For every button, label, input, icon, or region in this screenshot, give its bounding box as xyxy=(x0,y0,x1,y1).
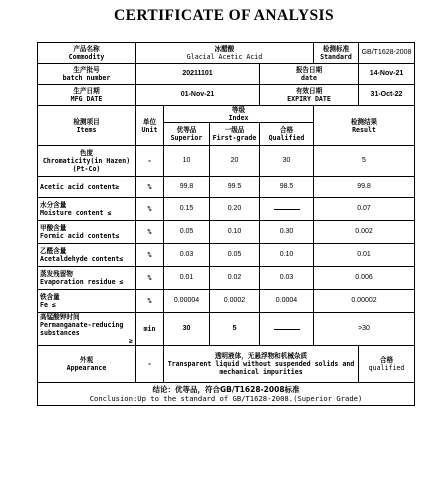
document-title: CERTIFICATE OF ANALYSIS xyxy=(114,7,334,24)
dash-line xyxy=(274,329,300,330)
batch-label: 生产批号 batch number xyxy=(38,64,136,85)
expiry-value: 31-Oct-22 xyxy=(359,85,415,106)
first-grade-header: 一级品 First-grade xyxy=(210,123,260,146)
superior-value: 0.03 xyxy=(164,244,210,267)
item-name: 蒸发残留物 Evaporation residue ≤ xyxy=(38,267,136,290)
table-row xyxy=(38,177,415,198)
item-unit: % xyxy=(136,177,164,198)
result-header: 检测结果 Result xyxy=(314,106,415,146)
result-value: 99.8 xyxy=(314,177,415,198)
table-row xyxy=(38,313,415,346)
superior-value: 30 xyxy=(164,313,210,346)
first-grade-value: 5 xyxy=(210,313,260,346)
first-grade-value: 0.02 xyxy=(210,267,260,290)
table-row xyxy=(38,198,415,221)
qualified-value: 0.30 xyxy=(260,221,314,244)
table-row xyxy=(38,146,415,177)
qualified-value: 98.5 xyxy=(260,177,314,198)
superior-value: 0.00004 xyxy=(164,290,210,313)
first-grade-value: 20 xyxy=(210,146,260,177)
mfg-row xyxy=(38,85,415,106)
superior-value: 0.15 xyxy=(164,198,210,221)
qualified-header: 合格 Qualified xyxy=(260,123,314,146)
expiry-label: 有效日期 EXPIRY DATE xyxy=(260,85,359,106)
mfg-value: 01-Nov-21 xyxy=(136,85,260,106)
qualified-value-dash xyxy=(260,313,314,346)
mfg-label: 生产日期 MFG DATE xyxy=(38,85,136,106)
commodity-value: 冰醋酸 Glacial Acetic Acid xyxy=(136,43,314,64)
result-value: 0.002 xyxy=(314,221,415,244)
conclusion-row xyxy=(38,383,415,406)
batch-row xyxy=(38,64,415,85)
table-row xyxy=(38,267,415,290)
first-grade-value: 0.20 xyxy=(210,198,260,221)
qualified-value: 0.03 xyxy=(260,267,314,290)
result-value: >30 xyxy=(314,313,415,346)
standard-value: GB/T1628-2008 xyxy=(359,43,415,64)
conclusion: 结论：优等品，符合GB/T1628-2008标准 Conclusion:Up to the standard of GB/T1628-2008.(Superior Grade) xyxy=(38,383,415,406)
qualified-value: 0.0004 xyxy=(260,290,314,313)
superior-header: 优等品 Superior xyxy=(164,123,210,146)
first-grade-value: 0.10 xyxy=(210,221,260,244)
first-grade-value: 99.5 xyxy=(210,177,260,198)
item-name: 色度 Chromaticity(in Hazen)(Pt-Co) xyxy=(38,146,136,177)
item-unit: - xyxy=(136,146,164,177)
commodity-label: 产品名称 Commodity xyxy=(38,43,136,64)
first-grade-value: 0.05 xyxy=(210,244,260,267)
item-unit: % xyxy=(136,198,164,221)
superior-value: 0.05 xyxy=(164,221,210,244)
qualified-value: 30 xyxy=(260,146,314,177)
result-value: 0.01 xyxy=(314,244,415,267)
qualified-value-dash xyxy=(260,198,314,221)
item-unit: min xyxy=(136,313,164,346)
dash-line xyxy=(274,209,300,210)
appearance-row xyxy=(38,346,415,383)
item-name: 高锰酸钾时间 Permanganate-reducing substances ≥ xyxy=(38,313,136,346)
result-value: 0.00002 xyxy=(314,290,415,313)
appearance-unit: - xyxy=(136,346,164,383)
superior-value: 99.8 xyxy=(164,177,210,198)
appearance-name: 外观 Appearance xyxy=(38,346,136,383)
analysis-table xyxy=(37,42,415,406)
item-unit: % xyxy=(136,244,164,267)
item-name: 水分含量 Moisture content ≤ xyxy=(38,198,136,221)
result-value: 5 xyxy=(314,146,415,177)
items-header: 检测项目 Items xyxy=(38,106,136,146)
report-date-label: 报告日期 date xyxy=(260,64,359,85)
table-row xyxy=(38,244,415,267)
item-unit: % xyxy=(136,221,164,244)
first-grade-value: 0.0002 xyxy=(210,290,260,313)
item-name: 铁含量 Fe ≤ xyxy=(38,290,136,313)
superior-value: 0.01 xyxy=(164,267,210,290)
grade-header: 等级 Index xyxy=(164,106,314,123)
batch-value: 20211101 xyxy=(136,64,260,85)
column-header-row-1 xyxy=(38,106,415,123)
unit-header: 单位 Unit xyxy=(136,106,164,146)
item-name: 甲酸含量 Formic acid content≤ xyxy=(38,221,136,244)
table-row xyxy=(38,290,415,313)
result-value: 0.006 xyxy=(314,267,415,290)
item-unit: % xyxy=(136,267,164,290)
item-unit: % xyxy=(136,290,164,313)
appearance-result: 合格 qualified xyxy=(359,346,415,383)
result-value: 0.07 xyxy=(314,198,415,221)
report-date-value: 14-Nov-21 xyxy=(359,64,415,85)
superior-value: 10 xyxy=(164,146,210,177)
item-name: Acetic acid content≥ xyxy=(38,177,136,198)
table-row xyxy=(38,221,415,244)
appearance-standard: 透明液体，无悬浮物和机械杂质 Transparent liquid without suspended solids and mechanical impurities xyxy=(164,346,359,383)
item-name: 乙醛含量 Acetaldehyde content≤ xyxy=(38,244,136,267)
commodity-row xyxy=(38,43,415,64)
standard-label: 检测标准 Standard xyxy=(314,43,359,64)
qualified-value: 0.10 xyxy=(260,244,314,267)
